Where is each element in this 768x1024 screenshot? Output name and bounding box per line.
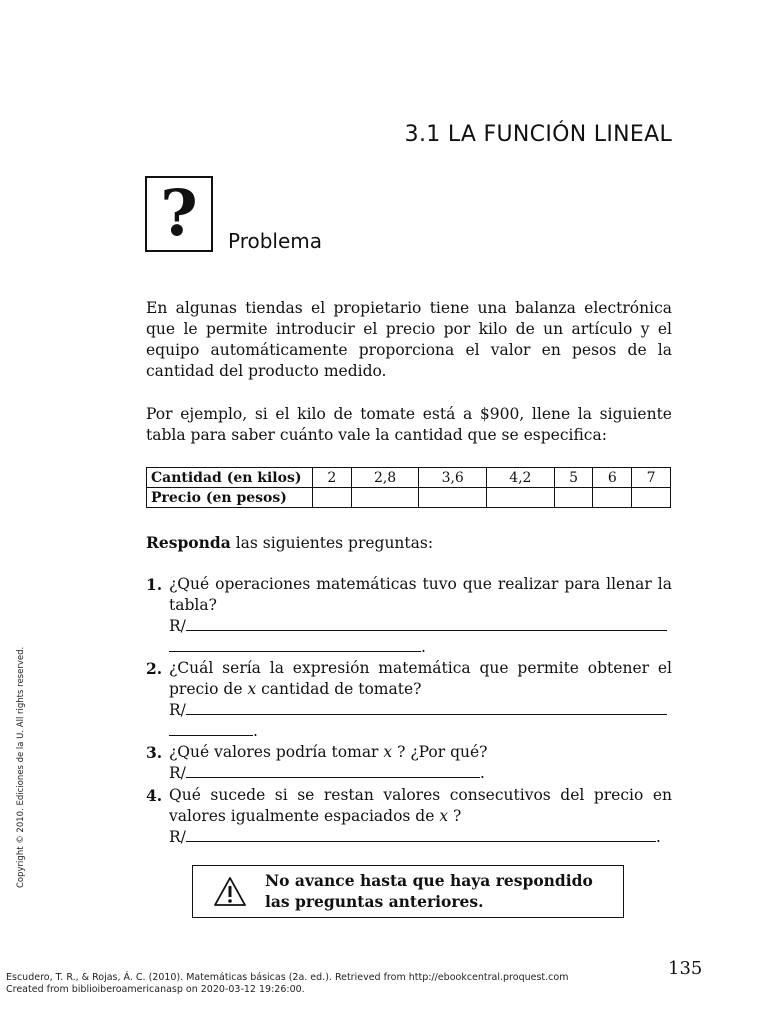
table-cell-quantity: 2,8 [351, 468, 419, 488]
variable-x: x [383, 743, 393, 761]
citation-line-1: Escudero, T. R., & Rojas, Á. C. (2010). Matemáticas básicas (2a. ed.). Retrieved from http://ebookcentral.proquest.com [6, 972, 569, 983]
answer-line[interactable] [169, 700, 672, 721]
answer-prefix: R/ [169, 617, 186, 635]
instructions-bold: Responda [146, 533, 231, 552]
question-2 [146, 658, 672, 742]
answer-line-continued[interactable]: . [169, 637, 672, 658]
page-number: 135 [668, 958, 703, 979]
table-row-price [147, 488, 671, 508]
question-3 [146, 742, 672, 784]
table-cell-price[interactable] [419, 488, 487, 508]
copyright-notice: Copyright © 2010. Ediciones de la U. All rights reserved. [16, 646, 26, 888]
instructions-rest: las siguientes preguntas: [230, 534, 434, 552]
question-4 [146, 785, 672, 848]
answer-line[interactable]: R/ . [169, 764, 485, 782]
table-cell-quantity: 3,6 [419, 468, 487, 488]
example-paragraph: Por ejemplo, si el kilo de tomate está a $900, llene la siguiente tabla para saber cuánto vale la cantidad que se especifica: [146, 405, 672, 444]
section-title: 3.1 LA FUNCIÓN LINEAL [404, 122, 672, 147]
table-cell-price[interactable] [632, 488, 671, 508]
quantity-price-table [146, 467, 671, 508]
question-1 [146, 574, 672, 658]
question-number: 1. [146, 575, 163, 594]
instructions [146, 532, 672, 554]
table-header-price: Precio (en pesos) [147, 488, 313, 508]
question-number: 2. [146, 659, 163, 678]
problem-heading: Problema [228, 229, 323, 253]
question-text: ¿Qué valores podría tomar [169, 743, 384, 761]
table-cell-price[interactable] [593, 488, 632, 508]
variable-x: x [439, 807, 449, 825]
citation-footer [6, 972, 568, 996]
warning-triangle-icon [213, 876, 247, 908]
variable-x: x [247, 680, 257, 698]
table-cell-price[interactable] [313, 488, 352, 508]
table-cell-quantity: 4,2 [487, 468, 555, 488]
citation-line-2: Created from biblioiberoamericanasp on 2020-03-12 19:26:00. [6, 984, 305, 995]
table-cell-price[interactable] [554, 488, 593, 508]
table-row-quantity [147, 468, 671, 488]
question-number: 4. [146, 786, 163, 805]
answer-line-continued[interactable]: . [169, 721, 672, 742]
answer-line[interactable]: R/ . [169, 828, 661, 846]
intro-paragraph: En algunas tiendas el propietario tiene una balanza electrónica que le permite introducir el precio por kilo de un artículo y el equipo automáticamente proporciona el valor en pesos de la cantidad del producto medido. [146, 299, 672, 380]
question-text: ¿Cuál sería la expresión matemática que permite obtener el precio de [169, 659, 672, 698]
question-text: Qué sucede si se restan valores consecutivos del precio en valores igualmente espaciados de [169, 786, 672, 825]
answer-prefix: R/ [169, 828, 186, 846]
answer-line[interactable] [169, 616, 672, 637]
table-header-quantity: Cantidad (en kilos) [147, 468, 313, 488]
table-cell-price[interactable] [351, 488, 419, 508]
table-cell-quantity: 7 [632, 468, 671, 488]
table-cell-price[interactable] [487, 488, 555, 508]
question-text-end: cantidad de tomate? [256, 680, 422, 698]
answer-prefix: R/ [169, 701, 186, 719]
table-cell-quantity: 2 [313, 468, 352, 488]
warning-line-1: No avance hasta que haya respondido [265, 871, 593, 890]
table-cell-quantity: 6 [593, 468, 632, 488]
question-text-end: ? [448, 807, 462, 825]
answer-prefix: R/ [169, 764, 186, 782]
question-number: 3. [146, 743, 163, 762]
table-cell-quantity: 5 [554, 468, 593, 488]
warning-box [192, 865, 624, 918]
warning-line-2: las preguntas anteriores. [265, 892, 484, 911]
question-text-end: ? ¿Por qué? [392, 743, 488, 761]
question-mark-icon: ? [145, 176, 213, 252]
question-text: ¿Qué operaciones matemáticas tuvo que realizar para llenar la tabla? [169, 575, 672, 614]
